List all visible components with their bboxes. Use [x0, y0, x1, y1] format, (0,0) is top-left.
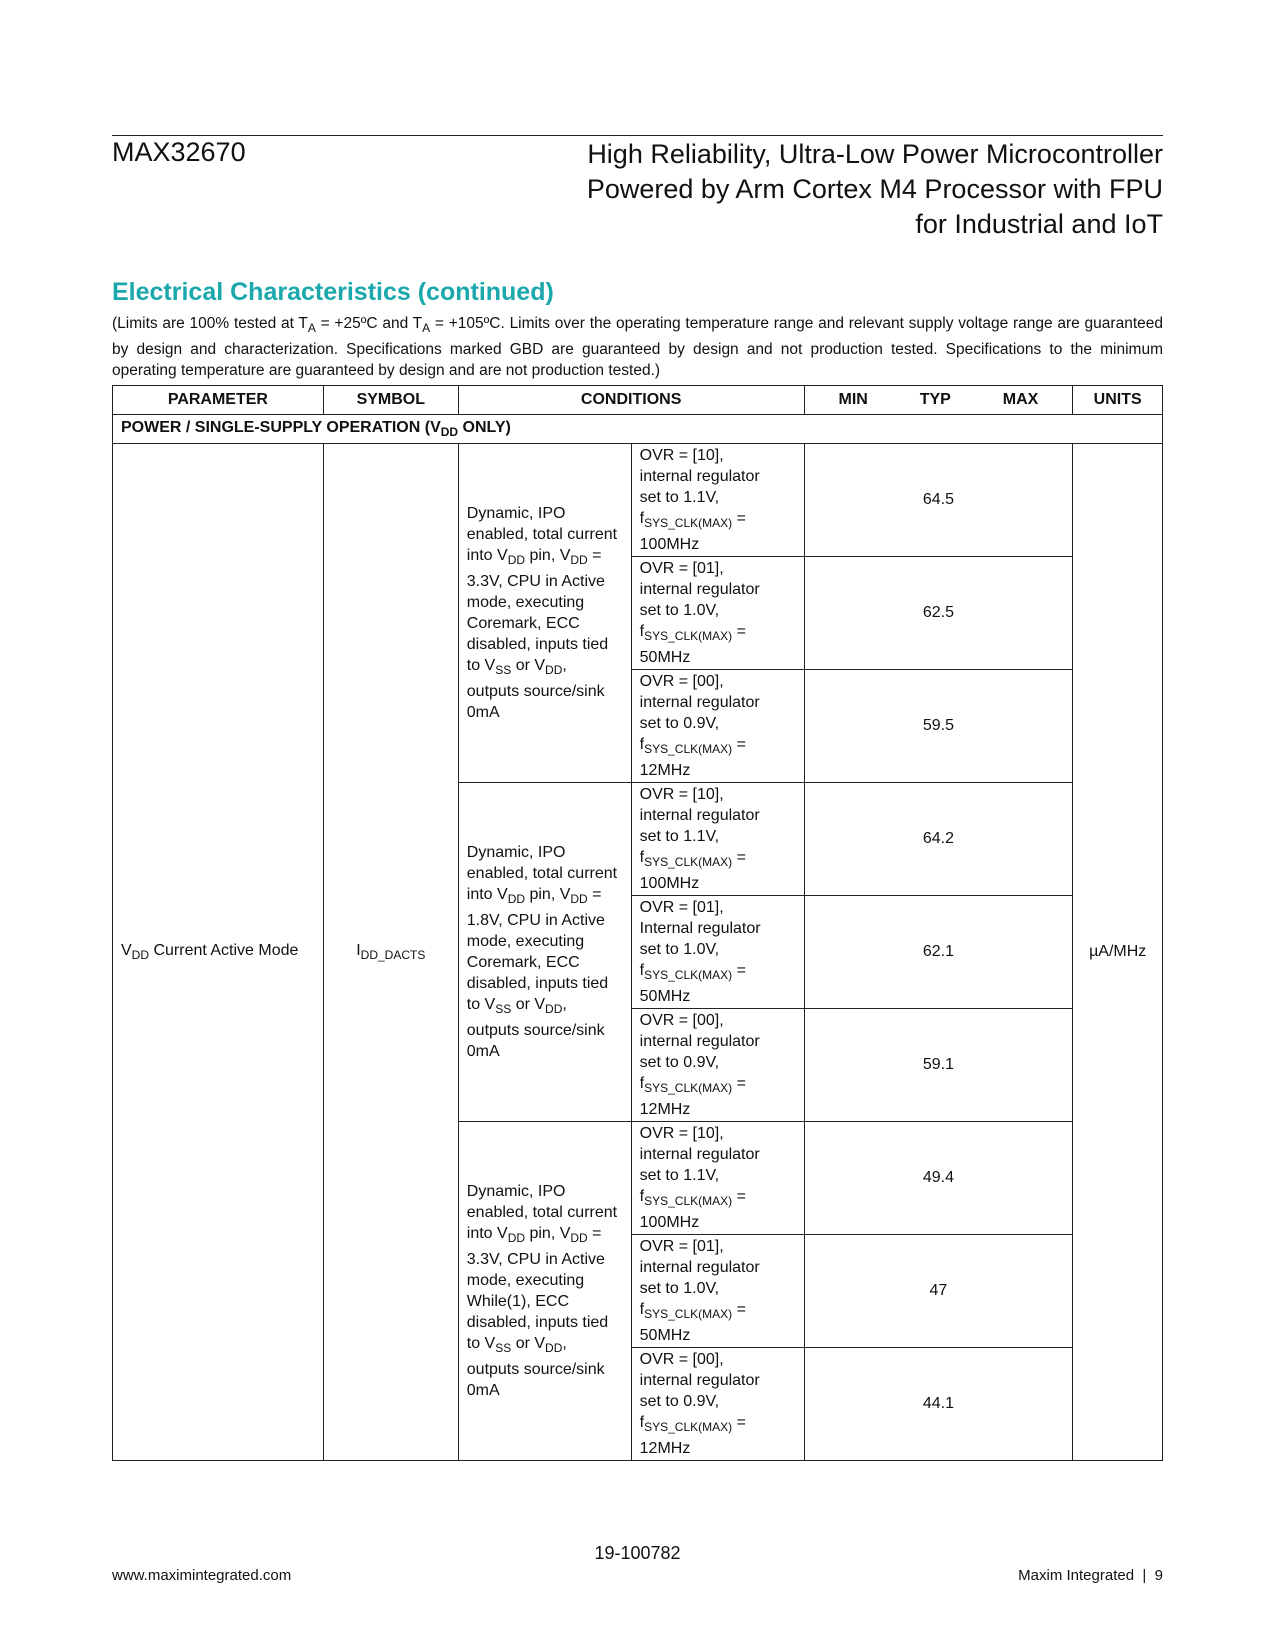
- freq-value: 100MHz: [639, 875, 700, 892]
- ovr-line: set to 0.9V,: [639, 1393, 720, 1410]
- cond-text: pin, V: [525, 1225, 571, 1242]
- ovr-line: internal regulator: [639, 1033, 760, 1050]
- cond-text: = 3.3V, CPU in Active mode, executing While(1), ECC disabled, inputs tied to V: [466, 1225, 609, 1352]
- ovr-line: set to 0.9V,: [639, 1054, 720, 1071]
- ovr-line: set to 1.0V,: [639, 941, 720, 958]
- freq-value: 12MHz: [639, 762, 691, 779]
- ovr-line: set to 1.1V,: [639, 828, 720, 845]
- typ-value: 47: [804, 1235, 1073, 1348]
- cond-text: or V: [511, 1335, 546, 1352]
- freq-value: 100MHz: [639, 536, 700, 553]
- cond-sub: SS: [495, 1341, 512, 1355]
- cond-sub: SS: [495, 1002, 512, 1016]
- freq-f: f: [639, 510, 645, 527]
- group-title-text: ONLY): [458, 419, 511, 436]
- cond-sub: SS: [495, 663, 512, 677]
- cond-text: Dynamic, IPO enabled, total current into V: [466, 505, 618, 564]
- group-title-text: POWER / SINGLE-SUPPLY OPERATION (V: [121, 419, 441, 436]
- part-number: MAX32670: [112, 137, 246, 167]
- note-text: (Limits are 100% tested at T: [112, 315, 308, 332]
- condition-ovr: [631, 896, 804, 1009]
- ovr-line: internal regulator: [639, 1372, 760, 1389]
- ovr-line: set to 1.0V,: [639, 1280, 720, 1297]
- ovr-line: set to 0.9V,: [639, 715, 720, 732]
- typ-value: 64.5: [804, 444, 1073, 557]
- freq-f: f: [639, 1301, 645, 1318]
- title-line-1: High Reliability, Ultra-Low Power Microcontroller: [587, 139, 1163, 169]
- page-footer: [1018, 1567, 1163, 1584]
- freq-sub: SYS_CLK(MAX): [644, 516, 733, 530]
- condition-ovr: [631, 1235, 804, 1348]
- cond-sub: DD: [570, 553, 588, 567]
- freq-line: [640, 734, 796, 760]
- cond-text: Dynamic, IPO enabled, total current into V: [466, 1183, 618, 1242]
- parameter-cell: [113, 444, 324, 1461]
- freq-line: [640, 847, 796, 873]
- freq-value: 12MHz: [639, 1101, 691, 1118]
- freq-f: f: [639, 849, 645, 866]
- cond-sub: DD: [507, 892, 526, 906]
- cond-text: , outputs source/sink 0mA: [466, 1335, 605, 1399]
- freq-f: f: [639, 962, 645, 979]
- header-units: UNITS: [1073, 386, 1163, 415]
- freq-value: 12MHz: [639, 1440, 691, 1457]
- note-text: = +25ºC and T: [315, 315, 423, 332]
- ovr-line: set to 1.1V,: [639, 1167, 720, 1184]
- freq-f: f: [639, 1075, 645, 1092]
- freq-eq: =: [732, 1075, 746, 1092]
- freq-sub: SYS_CLK(MAX): [644, 1307, 733, 1321]
- condition-group-1: [458, 444, 631, 783]
- ovr-line: OVR = [00],: [639, 1012, 724, 1029]
- ovr-line: OVR = [01],: [639, 560, 724, 577]
- cond-text: or V: [511, 996, 546, 1013]
- header-symbol: SYMBOL: [323, 386, 458, 415]
- document-number: 19-100782: [594, 1543, 681, 1563]
- ovr-line: internal regulator: [639, 1146, 760, 1163]
- cond-text: Dynamic, IPO enabled, total current into V: [466, 844, 618, 903]
- condition-ovr: [631, 670, 804, 783]
- symbol-sub: DD_DACTS: [360, 948, 426, 962]
- freq-value: 50MHz: [639, 649, 691, 666]
- freq-value: 50MHz: [639, 1327, 691, 1344]
- parameter-text: V: [121, 942, 132, 959]
- cond-sub: DD: [545, 1341, 563, 1355]
- freq-value: 50MHz: [639, 988, 691, 1005]
- typ-value: 59.5: [804, 670, 1073, 783]
- header-parameter: PARAMETER: [113, 386, 324, 415]
- ovr-line: OVR = [01],: [639, 899, 724, 916]
- ovr-line: OVR = [10],: [639, 786, 724, 803]
- header-min: MIN: [838, 391, 868, 408]
- cond-text: , outputs source/sink 0mA: [466, 996, 605, 1060]
- cond-text: , outputs source/sink 0mA: [466, 657, 605, 721]
- freq-sub: SYS_CLK(MAX): [644, 742, 733, 756]
- ovr-line: set to 1.1V,: [639, 489, 720, 506]
- document-title: [463, 137, 1163, 242]
- group-title: [113, 415, 1163, 444]
- freq-eq: =: [732, 849, 746, 866]
- freq-eq: =: [732, 1414, 746, 1431]
- table-header-row: [113, 386, 1163, 415]
- footer-separator: |: [1142, 1567, 1147, 1584]
- parameter-sub: DD: [131, 948, 150, 962]
- note-text: = +105ºC. Limits over the operating temperature range and relevant supply voltage range are guaranteed by design and characterization. Specifications marked GBD are guaranteed by design and not production tested. Specifications to the minimum operating temperature are guaranteed by design and are not production tested.): [112, 315, 1163, 379]
- cond-text: pin, V: [525, 886, 571, 903]
- condition-group-2: [458, 783, 631, 1122]
- ovr-line: Internal regulator: [639, 920, 761, 937]
- cond-sub: DD: [570, 892, 588, 906]
- cond-sub: DD: [545, 663, 563, 677]
- cond-text: pin, V: [525, 547, 571, 564]
- freq-eq: =: [732, 736, 746, 753]
- freq-eq: =: [732, 623, 746, 640]
- typ-value: 64.2: [804, 783, 1073, 896]
- condition-ovr: [631, 1348, 804, 1461]
- cond-sub: DD: [507, 553, 526, 567]
- typ-value: 62.1: [804, 896, 1073, 1009]
- freq-line: [640, 508, 796, 534]
- freq-value: 100MHz: [639, 1214, 700, 1231]
- condition-ovr: [631, 1122, 804, 1235]
- condition-group-3: [458, 1122, 631, 1461]
- ovr-line: internal regulator: [639, 807, 760, 824]
- ovr-line: internal regulator: [639, 1259, 760, 1276]
- cond-sub: DD: [570, 1231, 588, 1245]
- ovr-line: OVR = [01],: [639, 1238, 724, 1255]
- freq-eq: =: [732, 1188, 746, 1205]
- condition-ovr: [631, 444, 804, 557]
- freq-line: [640, 621, 796, 647]
- cond-sub: DD: [545, 1002, 563, 1016]
- ovr-line: internal regulator: [639, 468, 760, 485]
- freq-f: f: [639, 623, 645, 640]
- freq-sub: SYS_CLK(MAX): [644, 629, 733, 643]
- ovr-line: internal regulator: [639, 694, 760, 711]
- freq-f: f: [639, 736, 645, 753]
- header-min-typ-max: [804, 386, 1073, 415]
- table-group-row: [113, 415, 1163, 444]
- symbol-cell: [323, 444, 458, 1461]
- units-cell: µA/MHz: [1073, 444, 1163, 1461]
- freq-sub: SYS_CLK(MAX): [644, 1194, 733, 1208]
- website-link[interactable]: www.maximintegrated.com: [112, 1567, 292, 1584]
- freq-sub: SYS_CLK(MAX): [644, 1420, 733, 1434]
- typ-value: 49.4: [804, 1122, 1073, 1235]
- freq-sub: SYS_CLK(MAX): [644, 855, 733, 869]
- freq-f: f: [639, 1188, 645, 1205]
- freq-line: [640, 960, 796, 986]
- freq-sub: SYS_CLK(MAX): [644, 1081, 733, 1095]
- condition-ovr: [631, 1009, 804, 1122]
- section-title: Electrical Characteristics (continued): [112, 278, 554, 306]
- title-line-2: Powered by Arm Cortex M4 Processor with FPU: [586, 174, 1163, 204]
- note-sub: A: [422, 321, 431, 335]
- test-conditions-note: [112, 313, 1163, 381]
- group-title-sub: DD: [440, 425, 459, 439]
- typ-value: 44.1: [804, 1348, 1073, 1461]
- freq-eq: =: [732, 962, 746, 979]
- header-conditions: CONDITIONS: [458, 386, 804, 415]
- symbol-text: I: [356, 942, 361, 959]
- cond-text: or V: [511, 657, 546, 674]
- ovr-line: OVR = [00],: [639, 673, 724, 690]
- freq-line: [640, 1073, 796, 1099]
- condition-ovr: [631, 557, 804, 670]
- freq-line: [640, 1412, 796, 1438]
- header-max: MAX: [1002, 391, 1039, 408]
- freq-eq: =: [732, 1301, 746, 1318]
- cond-sub: DD: [507, 1231, 526, 1245]
- note-sub: A: [307, 321, 316, 335]
- typ-value: 62.5: [804, 557, 1073, 670]
- header-typ: TYP: [919, 391, 951, 408]
- freq-sub: SYS_CLK(MAX): [644, 968, 733, 982]
- title-line-3: for Industrial and IoT: [915, 209, 1163, 239]
- cond-text: = 1.8V, CPU in Active mode, executing Coremark, ECC disabled, inputs tied to V: [466, 886, 609, 1013]
- cond-text: = 3.3V, CPU in Active mode, executing Coremark, ECC disabled, inputs tied to V: [466, 547, 609, 674]
- freq-line: [640, 1186, 796, 1212]
- ovr-line: OVR = [10],: [639, 447, 724, 464]
- freq-line: [640, 1299, 796, 1325]
- header-rule: [112, 135, 1163, 136]
- ovr-line: internal regulator: [639, 581, 760, 598]
- page-number: 9: [1154, 1567, 1163, 1584]
- table-row: [113, 444, 1163, 557]
- ovr-line: set to 1.0V,: [639, 602, 720, 619]
- company-name: Maxim Integrated: [1018, 1567, 1135, 1584]
- freq-f: f: [639, 1414, 645, 1431]
- freq-eq: =: [732, 510, 746, 527]
- ovr-line: OVR = [00],: [639, 1351, 724, 1368]
- electrical-characteristics-table: [112, 385, 1163, 1461]
- condition-ovr: [631, 783, 804, 896]
- typ-value: 59.1: [804, 1009, 1073, 1122]
- ovr-line: OVR = [10],: [639, 1125, 724, 1142]
- parameter-text: Current Active Mode: [149, 942, 299, 959]
